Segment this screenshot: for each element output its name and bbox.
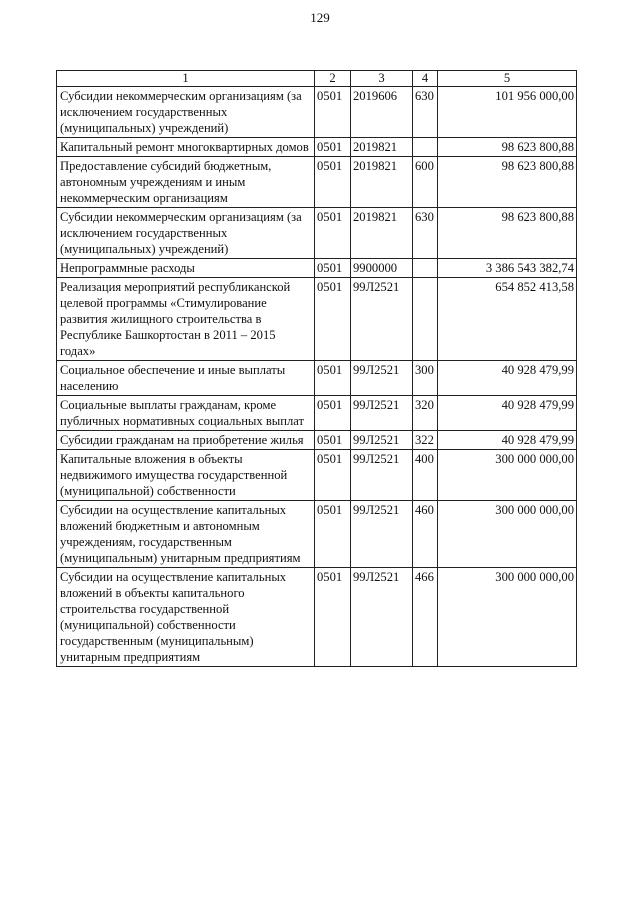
row-code: 99Л2521 (351, 396, 413, 431)
row-name: Реализация мероприятий республиканской целевой программы «Стимулирование развития жилищного строительства в Республике Башкортостан в 2011 – 2015 годах» (57, 278, 315, 361)
row-amount: 98 623 800,88 (438, 157, 577, 208)
row-name: Субсидии некоммерческим организациям (за исключением государственных (муниципальных) учреждений) (57, 208, 315, 259)
row-section: 0501 (315, 157, 351, 208)
row-section: 0501 (315, 431, 351, 450)
row-section: 0501 (315, 501, 351, 568)
row-code: 99Л2521 (351, 568, 413, 667)
row-type: 460 (413, 501, 438, 568)
row-section: 0501 (315, 208, 351, 259)
budget-table (56, 70, 577, 667)
table-row (57, 259, 577, 278)
row-name: Капитальный ремонт многоквартирных домов (57, 138, 315, 157)
row-name: Субсидии некоммерческим организациям (за исключением государственных (муниципальных) учреждений) (57, 87, 315, 138)
table-row (57, 450, 577, 501)
row-section: 0501 (315, 278, 351, 361)
table-row (57, 501, 577, 568)
row-code: 99Л2521 (351, 450, 413, 501)
row-code: 99Л2521 (351, 501, 413, 568)
row-section: 0501 (315, 259, 351, 278)
page-number: 129 (310, 10, 330, 25)
row-type: 466 (413, 568, 438, 667)
header-col-4: 4 (413, 71, 438, 87)
row-code: 2019821 (351, 157, 413, 208)
table-row (57, 208, 577, 259)
table-row (57, 396, 577, 431)
row-name: Социальные выплаты гражданам, кроме публичных нормативных социальных выплат (57, 396, 315, 431)
table-row (57, 431, 577, 450)
row-code: 2019821 (351, 208, 413, 259)
row-name: Социальное обеспечение и иные выплаты населению (57, 361, 315, 396)
row-name: Предоставление субсидий бюджетным, автономным учреждениям и иным некоммерческим организациям (57, 157, 315, 208)
header-col-3: 3 (351, 71, 413, 87)
row-amount: 98 623 800,88 (438, 138, 577, 157)
row-type: 320 (413, 396, 438, 431)
row-amount: 101 956 000,00 (438, 87, 577, 138)
row-amount: 300 000 000,00 (438, 568, 577, 667)
row-type (413, 138, 438, 157)
row-name: Капитальные вложения в объекты недвижимого имущества государственной (муниципальной) собственности (57, 450, 315, 501)
row-type (413, 259, 438, 278)
row-name: Субсидии на осуществление капитальных вложений в объекты капитального строительства государственной (муниципальной) собственности государственным (муниципальным) унитарным предприятиям (57, 568, 315, 667)
row-code: 2019821 (351, 138, 413, 157)
row-amount: 654 852 413,58 (438, 278, 577, 361)
row-type: 630 (413, 87, 438, 138)
row-amount: 98 623 800,88 (438, 208, 577, 259)
header-col-1: 1 (57, 71, 315, 87)
row-amount: 300 000 000,00 (438, 450, 577, 501)
row-section: 0501 (315, 568, 351, 667)
row-type: 300 (413, 361, 438, 396)
row-code: 9900000 (351, 259, 413, 278)
row-section: 0501 (315, 87, 351, 138)
row-section: 0501 (315, 361, 351, 396)
row-name: Субсидии гражданам на приобретение жилья (57, 431, 315, 450)
row-section: 0501 (315, 450, 351, 501)
row-amount: 40 928 479,99 (438, 361, 577, 396)
row-type: 322 (413, 431, 438, 450)
row-code: 2019606 (351, 87, 413, 138)
row-amount: 40 928 479,99 (438, 431, 577, 450)
header-col-2: 2 (315, 71, 351, 87)
row-type: 400 (413, 450, 438, 501)
row-name: Субсидии на осуществление капитальных вложений бюджетным и автономным учреждениям, государственным (муниципальным) унитарным предприятиям (57, 501, 315, 568)
row-amount: 40 928 479,99 (438, 396, 577, 431)
table-row (57, 568, 577, 667)
row-name: Непрограммные расходы (57, 259, 315, 278)
row-section: 0501 (315, 396, 351, 431)
row-type: 600 (413, 157, 438, 208)
table-row (57, 87, 577, 138)
table-header-row (57, 71, 577, 87)
table-row (57, 157, 577, 208)
row-amount: 3 386 543 382,74 (438, 259, 577, 278)
row-type: 630 (413, 208, 438, 259)
row-code: 99Л2521 (351, 278, 413, 361)
row-code: 99Л2521 (351, 431, 413, 450)
header-col-5: 5 (438, 71, 577, 87)
row-type (413, 278, 438, 361)
row-section: 0501 (315, 138, 351, 157)
table-row (57, 138, 577, 157)
row-code: 99Л2521 (351, 361, 413, 396)
table-row (57, 361, 577, 396)
table-row (57, 278, 577, 361)
row-amount: 300 000 000,00 (438, 501, 577, 568)
